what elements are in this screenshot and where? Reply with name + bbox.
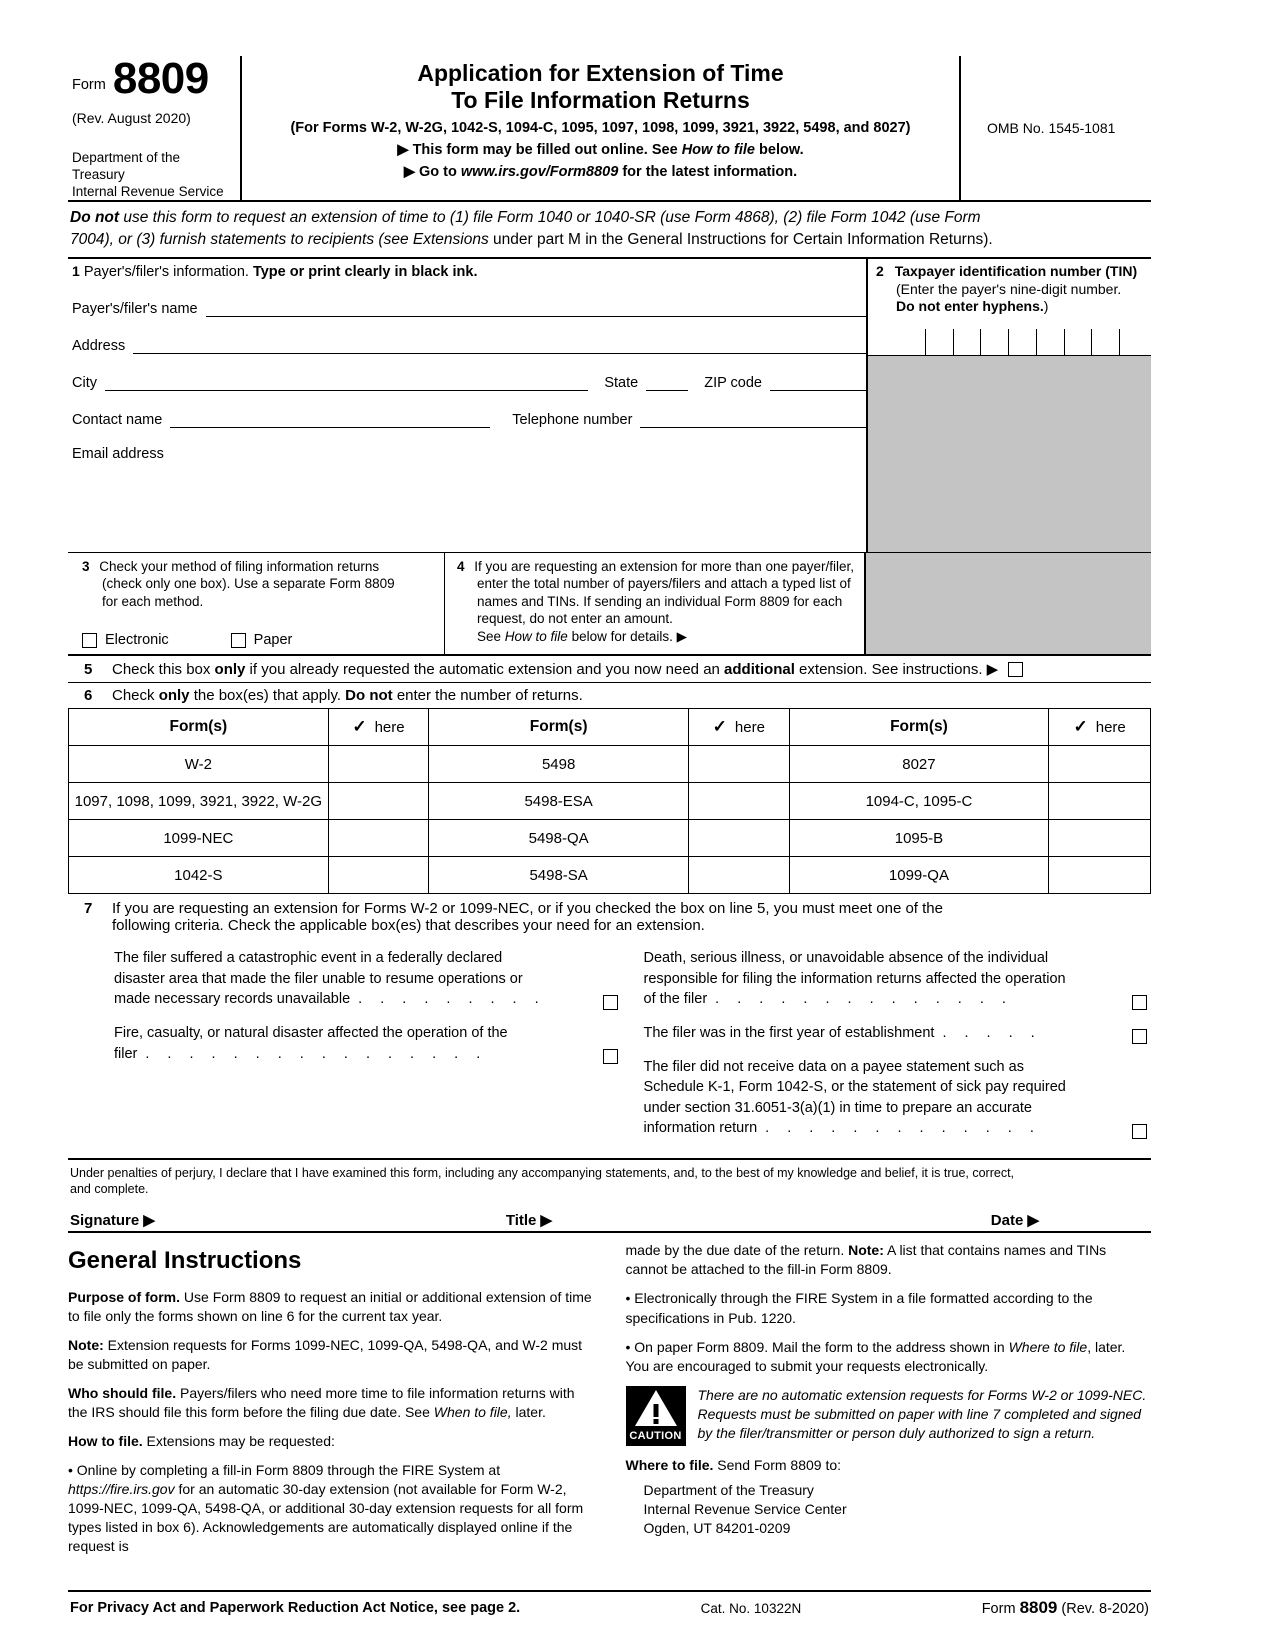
instruction-online-text: • Online by completing a fill-in Form 8809 through the FIRE System at	[68, 1462, 501, 1479]
footer-form-word: Form	[981, 1601, 1020, 1618]
instruction-who-text: Payers/filers who need more time to file information returns with the IRS should file this form before the filing due date. See	[68, 1385, 575, 1421]
criterion-text-end: filer	[114, 1045, 138, 1062]
tin-cell-3[interactable]	[953, 329, 981, 355]
criterion-last-line	[644, 1023, 1148, 1044]
criterion-fire-casualty	[114, 1023, 618, 1064]
header-forms-1: Form(s)	[69, 709, 329, 746]
criterion-last-line	[644, 989, 1148, 1010]
date-label[interactable]: Date ▶	[990, 1212, 1039, 1230]
footer-form-id	[982, 1598, 1149, 1618]
perjury-line-2: and complete.	[70, 1182, 149, 1197]
instruction-due-date-text: made by the due date of the return.	[625, 1242, 849, 1259]
table-row	[69, 783, 1151, 820]
do-not-use-notice	[68, 202, 1151, 257]
irs-url-link[interactable]: www.irs.gov/Form8809	[460, 164, 619, 181]
checkbox-fire-casualty[interactable]	[603, 1049, 618, 1064]
line-1-label-bold: Type or print clearly in black ink.	[252, 264, 478, 281]
instruction-paper-italic: Where to file	[1008, 1338, 1088, 1355]
instruction-paper-text-2: , later. You are encouraged to submit your requests electronically.	[625, 1338, 1126, 1374]
checkbox-first-year[interactable]	[1132, 1029, 1147, 1044]
instruction-electronic-bullet: • Electronically through the FIRE System in a file formatted according to the specifications in Pub. 1220.	[625, 1290, 1093, 1326]
instruction-due-date-note-label: Note:	[848, 1242, 884, 1259]
instructions-right-column	[626, 1241, 1152, 1566]
header-note-online	[248, 142, 953, 158]
exclamation-dot	[653, 1419, 658, 1424]
line-5-bold-only: only	[214, 661, 246, 679]
line-2-sub-2-rest: )	[1043, 297, 1049, 314]
header-check-label-1: here	[374, 719, 405, 737]
filing-method-options	[82, 632, 438, 648]
general-instructions-section	[68, 1233, 1151, 1566]
form-checkbox-cell[interactable]	[328, 820, 429, 857]
criterion-text-line: responsible for filing the information returns affected the operation	[643, 970, 1066, 987]
line-1-payer-info	[68, 259, 866, 551]
address-line-3: Ogden, UT 84201-0209	[643, 1519, 791, 1536]
forms-table-body	[69, 746, 1151, 894]
instruction-online-bullet	[68, 1461, 594, 1556]
tin-cell-2[interactable]	[925, 329, 953, 355]
forms-checkbox-table	[68, 708, 1151, 894]
checkbox-catastrophic-event[interactable]	[603, 995, 618, 1010]
zip-input[interactable]	[770, 373, 866, 391]
arrow-icon: ▶	[397, 142, 409, 159]
check-glyph-icon-1: ✓	[352, 717, 367, 737]
line-1-number: 1	[72, 263, 80, 280]
header-omb-block	[961, 56, 1151, 200]
form-label-cell: 1099-QA	[789, 857, 1049, 894]
contact-name-label: Contact name	[72, 412, 163, 429]
line-2-number: 2	[876, 263, 884, 280]
header-forms-3: Form(s)	[789, 709, 1049, 746]
line-7-criteria-columns	[68, 948, 1151, 1152]
form-label-cell: 5498-QA	[429, 820, 689, 857]
instruction-who-label: Who should file.	[68, 1385, 177, 1402]
line-6-text-1: Check	[112, 687, 159, 705]
catalog-number: Cat. No. 10322N	[700, 1600, 802, 1616]
line-1-heading	[68, 263, 866, 280]
form-title-line-2: To File Information Returns	[451, 87, 750, 114]
line-5-text	[112, 660, 998, 678]
line-3-text-2: (check only one box). Use a separate Form 8809	[102, 576, 395, 592]
line-5-bold-additional: additional	[724, 661, 795, 679]
instruction-due-date-note	[626, 1241, 1152, 1279]
form-label-cell: 1097, 1098, 1099, 3921, 3922, W-2G	[69, 783, 329, 820]
department-line-2: Internal Revenue Service	[72, 183, 224, 199]
criterion-death-illness	[644, 948, 1148, 1010]
form-label-cell: 8027	[789, 746, 1049, 783]
city-label: City	[72, 375, 97, 392]
line-5-text-3: extension. See instructions. ▶	[794, 661, 999, 679]
criterion-text-line: Fire, casualty, or natural disaster affected the operation of the	[114, 1025, 508, 1042]
form-checkbox-cell[interactable]	[328, 783, 429, 820]
tin-cell-1[interactable]	[898, 329, 925, 355]
perjury-statement	[68, 1160, 1151, 1204]
line-2-heading	[876, 263, 1151, 280]
form-sheet	[68, 56, 1151, 1618]
tin-cell-8[interactable]	[1091, 329, 1119, 355]
criterion-no-payee-data	[644, 1057, 1148, 1139]
omb-number: OMB No. 1545-1081	[987, 120, 1116, 137]
criterion-text-line: Schedule K-1, Form 1042-S, or the statement of sick pay required	[643, 1079, 1066, 1096]
header-note-website-post: for the latest information.	[618, 164, 798, 181]
form-footer	[68, 1592, 1151, 1618]
line-2-sub-2-bold: Do not enter hyphens.	[896, 297, 1044, 314]
line-2-sub-1: (Enter the payer's nine-digit number.	[896, 280, 1122, 297]
criterion-last-line	[114, 989, 618, 1010]
address-input[interactable]	[133, 336, 866, 354]
address-label: Address	[72, 338, 126, 355]
contact-name-input[interactable]	[170, 410, 490, 428]
line-5-text-1: Check this box	[112, 661, 215, 679]
form-revision: (Rev. August 2020)	[72, 109, 191, 126]
criterion-last-line	[644, 1118, 1148, 1139]
line-4-text-4: request, do not enter an amount.	[477, 611, 673, 627]
criterion-text-line: disaster area that made the filer unable to resume operations or	[114, 970, 523, 987]
leader-dots: . . . . . . . . . . . . . . . .	[145, 1045, 488, 1062]
table-row	[69, 820, 1151, 857]
footer-form-number: 8809	[1019, 1598, 1058, 1618]
form-checkbox-cell[interactable]	[688, 820, 789, 857]
form-checkbox-cell[interactable]	[1049, 746, 1151, 783]
line-3-filing-method	[68, 553, 444, 655]
email-label: Email address	[72, 446, 164, 463]
criterion-first-year	[644, 1023, 1148, 1044]
header-check-2	[688, 709, 789, 746]
do-not-text-2a: 7004), or (3) furnish statements to recipients (see Extensions	[70, 231, 494, 249]
form-header	[68, 56, 1151, 200]
line-4-text-5b: below for details. ▶	[567, 628, 687, 644]
criterion-text-end: The filer was in the first year of establishment	[643, 1025, 935, 1042]
form-label-cell: 1094-C, 1095-C	[789, 783, 1049, 820]
line-4-number: 4	[457, 558, 465, 574]
city-input[interactable]	[105, 373, 588, 391]
department-block	[68, 150, 232, 201]
line-5-number: 5	[84, 660, 93, 678]
form-checkbox-cell[interactable]	[1049, 857, 1151, 894]
warning-triangle-icon	[626, 1386, 686, 1446]
check-glyph-icon-3: ✓	[1073, 717, 1088, 737]
line-4-text-2: enter the total number of payers/filers and attach a typed list of	[477, 576, 851, 592]
mailing-address	[644, 1481, 1152, 1538]
line-3-number: 3	[82, 558, 90, 574]
instruction-note-text: Extension requests for Forms 1099-NEC, 1099-QA, 5498-QA, and W-2 must be submitted on paper.	[68, 1337, 583, 1373]
criterion-catastrophic-event	[114, 948, 618, 1010]
where-to-file-text: Send Form 8809 to:	[713, 1456, 842, 1473]
arrow-icon-2: ▶	[403, 164, 415, 181]
telephone-input[interactable]	[640, 410, 866, 428]
payer-name-input[interactable]	[206, 299, 866, 317]
instruction-who-text-2: later.	[511, 1404, 546, 1421]
line-6-form-selection	[68, 683, 1151, 708]
instruction-due-date-text-2: A list that contains names and TINs cannot be attached to the fill-in Form 8809.	[625, 1242, 1107, 1278]
form-label-cell: 1095-B	[789, 820, 1049, 857]
form-label-cell: 1099-NEC	[69, 820, 329, 857]
form-checkbox-cell[interactable]	[1049, 820, 1151, 857]
line-6-bold-donot: Do not	[345, 687, 393, 705]
instruction-how-to-file	[68, 1432, 594, 1451]
tin-cell-7[interactable]	[1064, 329, 1092, 355]
header-check-label-3: here	[1095, 719, 1126, 737]
state-label: State	[604, 375, 639, 392]
line-4-multiple-payers	[444, 553, 864, 655]
header-note-online-pre: This form may be filled out online. See	[412, 142, 682, 159]
tin-cell-6[interactable]	[1036, 329, 1064, 355]
line-3-4-section	[68, 553, 1151, 655]
form-word-label: Form	[72, 76, 106, 93]
tin-cell-9[interactable]	[1119, 329, 1147, 355]
state-input[interactable]	[646, 373, 688, 391]
signature-label[interactable]: Signature ▶	[70, 1212, 155, 1230]
instruction-who-should-file	[68, 1384, 594, 1422]
tin-shaded-area	[868, 355, 1151, 552]
instruction-note	[68, 1336, 594, 1374]
perjury-line-1: Under penalties of perjury, I declare that I have examined this form, including any accompanying statements, and, to the best of my knowledge and belief, it is true, correct,	[70, 1165, 1015, 1180]
forms-table-header-row	[69, 709, 1151, 746]
where-to-file-label: Where to file.	[625, 1456, 714, 1473]
do-not-bold: Do not	[70, 209, 120, 227]
fire-system-url[interactable]: https://fire.irs.gov	[68, 1481, 175, 1498]
check-glyph-icon-2: ✓	[712, 717, 727, 737]
caution-text: There are no automatic extension requests for Forms W-2 or 1099-NEC. Requests must be submitted on paper with line 7 completed and signed by the filer/transmitter or person duly authorized to sign a return.	[697, 1386, 1147, 1441]
instruction-purpose	[68, 1288, 594, 1326]
line-4-text-1: If you are requesting an extension for more than one payer/filer,	[474, 558, 855, 574]
header-check-label-2: here	[734, 719, 765, 737]
criterion-text-line: The filer suffered a catastrophic event in a federally declared	[114, 950, 503, 967]
line-7-intro-2: following criteria. Check the applicable box(es) that describes your need for an extension.	[112, 917, 705, 935]
form-checkbox-cell[interactable]	[1049, 783, 1151, 820]
line-7-criteria	[68, 894, 1151, 936]
footer-form-rev: (Rev. 8-2020)	[1057, 1601, 1149, 1618]
form-label-cell: 5498-SA	[429, 857, 689, 894]
department-line-1: Department of the Treasury	[72, 149, 181, 182]
criterion-text-end: of the filer	[643, 991, 708, 1008]
criterion-text-line: under section 31.6051-3(a)(1) in time to prepare an accurate	[643, 1099, 1032, 1116]
line-1-label: Payer's/filer's information.	[83, 264, 253, 281]
checkbox-line-5[interactable]	[1008, 662, 1023, 677]
do-not-text-2b: under part M in the General Instructions for Certain Information Returns).	[493, 231, 993, 249]
leader-dots: . . . . .	[942, 1025, 1042, 1042]
instructions-left-column	[68, 1241, 594, 1566]
contact-telephone-row	[68, 410, 866, 428]
line-3-text-3: for each method.	[102, 593, 204, 609]
line-7-number: 7	[84, 900, 93, 918]
payer-name-label: Payer's/filer's name	[72, 301, 198, 318]
general-instructions-heading: General Instructions	[68, 1247, 302, 1275]
do-not-text-1: use this form to request an extension of time to (1) file Form 1040 or 1040-SR (use Form 4868), (2) file Form 1042 (use Form	[119, 209, 981, 227]
header-note-website-pre: Go to	[419, 164, 461, 181]
line-6-number: 6	[84, 687, 93, 705]
criterion-text-line: The filer did not receive data on a payee statement such as	[643, 1058, 1024, 1075]
criteria-left-column	[114, 948, 618, 1152]
line-2-tin	[866, 259, 1151, 551]
zip-label: ZIP code	[704, 375, 762, 392]
form-checkbox-cell[interactable]	[688, 783, 789, 820]
label-electronic: Electronic	[105, 632, 169, 649]
form-label-cell: W-2	[69, 746, 329, 783]
header-note-website	[248, 164, 953, 180]
instruction-who-italic: When to file,	[433, 1404, 512, 1421]
payer-name-row	[68, 299, 866, 317]
line-7-intro-1: If you are requesting an extension for Forms W-2 or 1099-NEC, or if you checked the box on line 5, you must meet one of the	[112, 900, 943, 918]
table-row	[69, 857, 1151, 894]
form-label-cell: 5498-ESA	[429, 783, 689, 820]
line-4-text-5a: See	[477, 628, 505, 644]
checkbox-electronic[interactable]	[82, 633, 97, 648]
line-6-text	[112, 687, 583, 704]
telephone-label: Telephone number	[512, 412, 633, 429]
header-forms-2: Form(s)	[429, 709, 689, 746]
header-left-block	[68, 56, 240, 200]
form-label-cell: 1042-S	[69, 857, 329, 894]
form-checkbox-cell[interactable]	[688, 857, 789, 894]
checkbox-no-payee-data[interactable]	[1132, 1124, 1147, 1139]
exclamation-bar	[653, 1404, 658, 1417]
criterion-text-end: information return	[643, 1120, 758, 1137]
label-paper: Paper	[253, 632, 293, 649]
address-row	[68, 336, 866, 354]
email-row	[68, 446, 866, 462]
instruction-online-text-2: for an automatic 30-day extension (not available for Form W-2, 1099-NEC, 1099-QA, 5498-QA, or additional 30-day extension requests for all form types listed in box 6). Acknowledgements are automatically displayed online if the request is	[68, 1481, 584, 1555]
checkbox-death-illness[interactable]	[1132, 995, 1147, 1010]
tin-digit-cells[interactable]	[898, 329, 1147, 355]
tin-cell-5[interactable]	[1008, 329, 1036, 355]
form-title-line-1: Application for Extension of Time	[417, 60, 784, 86]
form-identity	[68, 54, 232, 103]
criterion-text-end: made necessary records unavailable	[114, 991, 351, 1008]
payer-and-tin-section	[68, 259, 1151, 551]
line-2-sub-2	[876, 298, 1151, 315]
form-subtitle: (For Forms W-2, W-2G, 1042-S, 1094-C, 1095, 1097, 1098, 1099, 3921, 3922, 5498, and 8027)	[290, 120, 911, 137]
header-note-online-italic: How to file	[681, 142, 755, 159]
line-6-bold-only: only	[158, 687, 190, 705]
instruction-paper-text: • On paper Form 8809. Mail the form to the address shown in	[625, 1338, 1009, 1355]
city-state-zip-row	[68, 373, 866, 391]
title-label[interactable]: Title ▶	[505, 1212, 553, 1230]
line-4-text	[457, 558, 858, 646]
instruction-purpose-text: Use Form 8809 to request an initial or additional extension of time to file only the forms shown on line 6 for the current tax year.	[68, 1289, 592, 1325]
instruction-note-label: Note:	[68, 1337, 104, 1354]
table-row	[69, 746, 1151, 783]
form-checkbox-cell[interactable]	[328, 857, 429, 894]
line-7-intro	[112, 900, 943, 934]
caution-callout	[626, 1386, 1152, 1446]
instruction-where-to-file	[626, 1456, 1152, 1475]
leader-dots: . . . . . . . . . . . . . .	[715, 991, 1013, 1008]
form-number: 8809	[112, 54, 209, 103]
instruction-paper-bullet	[626, 1338, 1152, 1376]
caution-word: CAUTION	[629, 1429, 682, 1442]
line-5-additional-extension	[68, 656, 1151, 682]
header-check-3	[1049, 709, 1151, 746]
line-3-text-1: Check your method of filing information returns	[99, 558, 380, 574]
criterion-last-line	[114, 1044, 618, 1065]
form-checkbox-cell[interactable]	[688, 746, 789, 783]
instruction-how-text: Extensions may be requested:	[142, 1433, 335, 1450]
line-4-text-5-italic: How to file	[504, 628, 568, 644]
checkbox-paper[interactable]	[231, 633, 246, 648]
form-checkbox-cell[interactable]	[328, 746, 429, 783]
criterion-text-line: Death, serious illness, or unavoidable absence of the individual	[643, 950, 1049, 967]
line-6-text-2: the box(es) that apply.	[189, 687, 346, 705]
leader-dots: . . . . . . . . . . . . .	[765, 1120, 1041, 1137]
line-3-text	[82, 558, 438, 611]
line-6-text-3: enter the number of returns.	[392, 687, 583, 705]
criteria-right-column	[644, 948, 1148, 1152]
instruction-purpose-label: Purpose of form.	[68, 1289, 181, 1306]
signature-row	[68, 1203, 1151, 1231]
privacy-act-notice: For Privacy Act and Paperwork Reduction Act Notice, see page 2.	[70, 1600, 521, 1617]
header-note-online-post: below.	[755, 142, 804, 159]
line-5-text-2: if you already requested the automatic extension and you now need an	[245, 661, 725, 679]
address-line-1: Department of the Treasury	[643, 1481, 814, 1498]
header-title-block	[240, 56, 961, 200]
line-4-shaded-area	[864, 553, 1151, 655]
address-line-2: Internal Revenue Service Center	[643, 1500, 847, 1517]
tin-cell-4[interactable]	[980, 329, 1008, 355]
leader-dots: . . . . . . . . .	[358, 991, 546, 1008]
line-2-title: Taxpayer identification number (TIN)	[894, 263, 1138, 280]
header-check-1	[328, 709, 429, 746]
instruction-how-label: How to file.	[68, 1433, 143, 1450]
line-4-text-3: names and TINs. If sending an individual Form 8809 for each	[477, 593, 843, 609]
form-label-cell: 5498	[429, 746, 689, 783]
